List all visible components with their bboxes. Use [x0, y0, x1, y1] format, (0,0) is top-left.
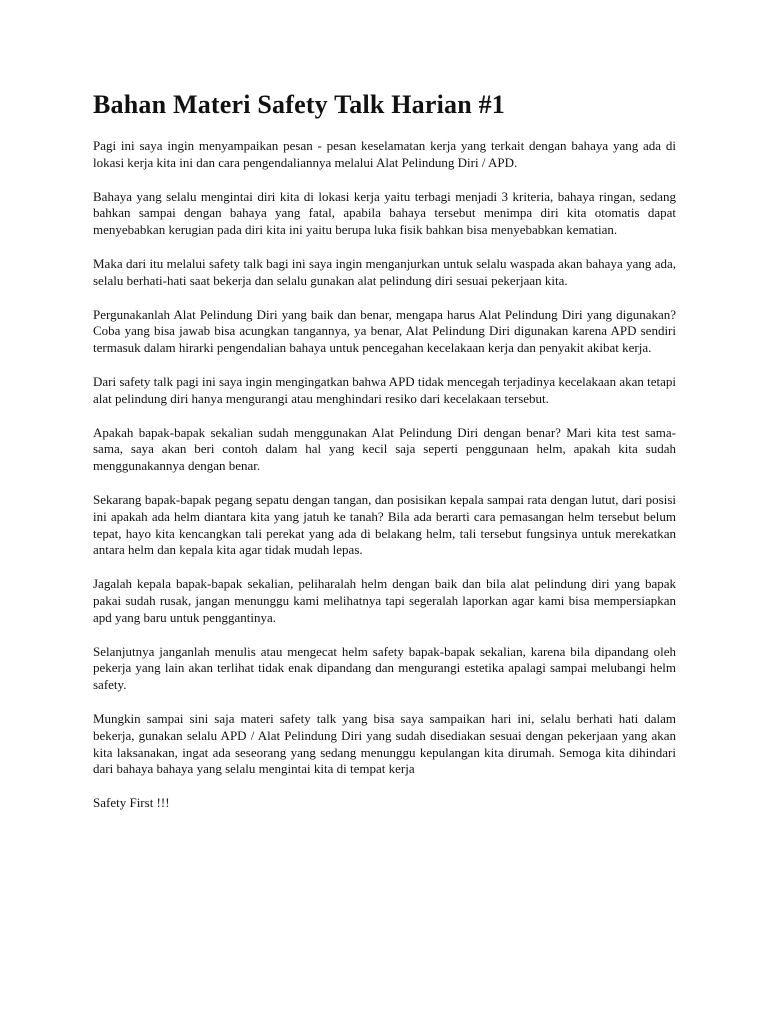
paragraph-helmet-strap: Sekarang bapak-bapak pegang sepatu dengan tangan, dan posisikan kepala sampai rata dengan lutut, dari posisi ini apakah ada helm diantara kita yang jatuh ke tanah? Bila ada berarti cara pemasangan helm tersebut belum tepat, hayo kita kencangkan tali perekat yang ada di belakang helm, tali tersebut fungsinya untuk merekatkan antara helm dan kepala kita agar tidak mudah lepas.	[93, 491, 676, 558]
paragraph-helmet-test: Apakah bapak-bapak sekalian sudah menggunakan Alat Pelindung Diri dengan benar? Mari kita test sama-sama, saya akan beri contoh dalam hal yang kecil saja seperti penggunaan helm, apakah kita sudah menggunakannya dengan benar.	[93, 424, 676, 474]
closing-line: Safety First !!!	[93, 795, 170, 811]
paragraph-be-alert: Maka dari itu melalui safety talk bagi ini saya ingin menganjurkan untuk selalu waspada akan bahaya yang ada, selalu berhati-hati saat bekerja dan selalu gunakan alat pelindung diri sesuai pekerjaan kita.	[93, 255, 676, 288]
paragraph-ppe-reduces-risk: Dari safety talk pagi ini saya ingin mengingatkan bahwa APD tidak mencegah terjadinya kecelakaan akan tetapi alat pelindung diri hanya mengurangi atau menghindari resiko dari kecelakaan tersebut.	[93, 373, 676, 406]
paragraph-no-painting-helmet: Selanjutnya janganlah menulis atau mengecat helm safety bapak-bapak sekalian, karena bila dipandang oleh pekerja yang lain akan terlihat tidak enak dipandang dan mengurangi estetika apalagi sampai melubangi helm safety.	[93, 643, 676, 693]
paragraph-hazard-criteria: Bahaya yang selalu mengintai diri kita di lokasi kerja yaitu terbagi menjadi 3 kriteria, bahaya ringan, sedang bahkan sampai dengan bahaya yang fatal, apabila bahaya tersebut menimpa diri kita otomatis dapat menyebabkan kerugian pada diri kita ini yaitu berupa luka fisik bahkan bisa menyebabkan kematian.	[93, 188, 676, 238]
paragraph-maintain-helmet: Jagalah kepala bapak-bapak sekalian, peliharalah helm dengan baik dan bila alat pelindung diri yang bapak pakai sudah rusak, jangan menunggu kami melihatnya tapi segeralah laporkan agar kami bisa mempersiapkan apd yang baru untuk penggantinya.	[93, 576, 676, 625]
paragraph-conclusion: Mungkin sampai sini saja materi safety talk yang bisa saya sampaikan hari ini, selalu berhati hati dalam bekerja, gunakan selalu APD / Alat Pelindung Diri yang sudah disediakan sesuai dengan pekerjaan yang akan kita laksanakan, ingat ada seseorang yang sedang menunggu kepulangan kita dirumah. Semoga kita dihindari dari bahaya bahaya yang selalu mengintai kita di tempat kerja	[93, 710, 676, 777]
document-title: Bahan Materi Safety Talk Harian #1	[93, 90, 505, 119]
paragraph-intro: Pagi ini saya ingin menyampaikan pesan - pesan keselamatan kerja yang terkait dengan bahaya yang ada di lokasi kerja kita ini dan cara pengendaliannya melalui Alat Pelindung Diri / APD.	[93, 138, 676, 170]
paragraph-use-ppe: Pergunakanlah Alat Pelindung Diri yang baik dan benar, mengapa harus Alat Pelindung Diri yang digunakan? Coba yang bisa jawab bisa acungkan tangannya, ya benar, Alat Pelindung Diri digunakan karena APD sendiri termasuk dalam hirarki pengendalian bahaya untuk pencegahan kecelakaan kerja dan penyakit akibat kerja.	[93, 306, 676, 356]
document-page	[93, 88, 676, 812]
